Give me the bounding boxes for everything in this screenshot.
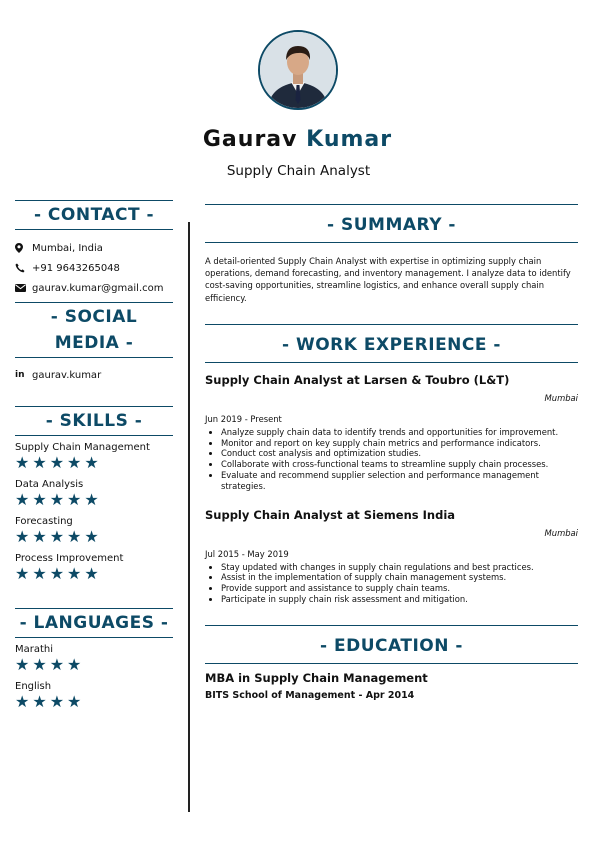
- candidate-name: [0, 127, 595, 152]
- skill-item: [15, 442, 173, 473]
- social-media-heading: [15, 302, 173, 358]
- job-entry-dates: Jul 2015 - May 2019: [205, 548, 289, 559]
- skill-rating-stars: ★★★★★: [15, 527, 102, 546]
- linkedin-row: [15, 365, 173, 385]
- language-name: English: [15, 681, 52, 692]
- job-bullet: • Participate in supply chain risk assessment and mitigation.: [221, 594, 578, 605]
- skill-item: [15, 479, 173, 510]
- job-bullet: • Assist in the implementation of supply chain management systems.: [221, 572, 578, 583]
- education-degree: MBA in Supply Chain Management: [205, 670, 428, 685]
- language-name: Marathi: [15, 644, 54, 655]
- skills-list: [15, 442, 173, 584]
- job-bullet: • Provide support and assistance to supply chain teams.: [221, 583, 578, 594]
- last-name: Kumar: [306, 127, 393, 152]
- contact-email: [15, 278, 173, 298]
- languages-list: [15, 644, 173, 712]
- first-name: Gaurav: [202, 127, 298, 152]
- contact-list: [15, 238, 173, 298]
- job-entry-dates: Jun 2019 - Present: [205, 413, 282, 424]
- work-experience-heading: - WORK EXPERIENCE -: [205, 324, 578, 363]
- job-title: Supply Chain Analyst: [226, 163, 371, 179]
- envelope-icon: [15, 284, 32, 292]
- skill-rating-stars: ★★★★★: [15, 564, 102, 583]
- contact-heading: - CONTACT -: [15, 200, 173, 230]
- linkedin-link[interactable]: gaurav.kumar: [32, 369, 102, 381]
- job-bullet: • Stay updated with changes in supply chain regulations and best practices.: [221, 562, 578, 573]
- skill-name: Process Improvement: [15, 553, 124, 564]
- skill-name: Data Analysis: [15, 479, 84, 490]
- person-icon: [260, 32, 336, 108]
- job-bullet: • Collaborate with cross-functional teams to streamline supply chain processes.: [221, 459, 578, 470]
- job-entry-title: Supply Chain Analyst at Siemens India: [205, 507, 456, 522]
- skill-item: [15, 553, 173, 584]
- social-heading-line1: - SOCIAL: [50, 307, 138, 327]
- left-column: [15, 200, 173, 712]
- location-text: Mumbai, India: [32, 242, 103, 254]
- summary-heading: - SUMMARY -: [205, 204, 578, 243]
- job-bullet: • Conduct cost analysis and optimization studies.: [221, 448, 578, 459]
- phone-text[interactable]: +91 9643265048: [32, 262, 120, 274]
- education-heading: - EDUCATION -: [205, 625, 578, 664]
- language-item: [15, 681, 173, 712]
- phone-icon: [15, 263, 32, 273]
- skill-rating-stars: ★★★★★: [15, 490, 102, 509]
- language-item: [15, 644, 173, 675]
- skill-name: Forecasting: [15, 516, 73, 527]
- language-rating-stars: ★★★★: [15, 692, 85, 711]
- linkedin-icon: in: [15, 370, 25, 380]
- job-bullet: • Analyze supply chain data to identify trends and opportunities for improvement.: [221, 427, 578, 438]
- languages-heading: - LANGUAGES -: [15, 608, 173, 638]
- job-entry-location: Mumbai: [544, 392, 578, 403]
- skill-rating-stars: ★★★★★: [15, 453, 102, 472]
- job-entry-bullets: [205, 562, 578, 605]
- job-entry-bullets: [205, 427, 578, 492]
- email-link[interactable]: gaurav.kumar@gmail.com: [32, 282, 164, 294]
- education-entry: [205, 671, 578, 701]
- job-entry: [205, 373, 578, 492]
- job-bullet: • Evaluate and recommend supplier selection and performance management strategies.: [221, 470, 578, 492]
- job-bullet: • Monitor and report on key supply chain metrics and performance indicators.: [221, 438, 578, 449]
- language-rating-stars: ★★★★: [15, 655, 85, 674]
- job-entry-title: Supply Chain Analyst at Larsen & Toubro (L&T): [205, 372, 510, 387]
- job-entry-location: Mumbai: [544, 527, 578, 538]
- contact-location: [15, 238, 173, 258]
- summary-text: A detail-oriented Supply Chain Analyst with expertise in optimizing supply chain operations, demand forecasting, and inventory management. I analyze data to identify cost-saving opportunities, streamline logistics, and enhance overall supply chain efficiency.: [205, 256, 571, 303]
- education-school: BITS School of Management - Apr 2014: [205, 689, 415, 701]
- column-divider: [188, 222, 190, 812]
- location-pin-icon: [15, 243, 32, 253]
- skills-heading: - SKILLS -: [15, 406, 173, 436]
- contact-phone: [15, 258, 173, 278]
- skill-name: Supply Chain Management: [15, 442, 150, 453]
- right-column: [205, 204, 578, 701]
- social-heading-line2: MEDIA -: [54, 333, 134, 353]
- profile-photo: [258, 30, 338, 110]
- skill-item: [15, 516, 173, 547]
- job-entry: [205, 508, 578, 605]
